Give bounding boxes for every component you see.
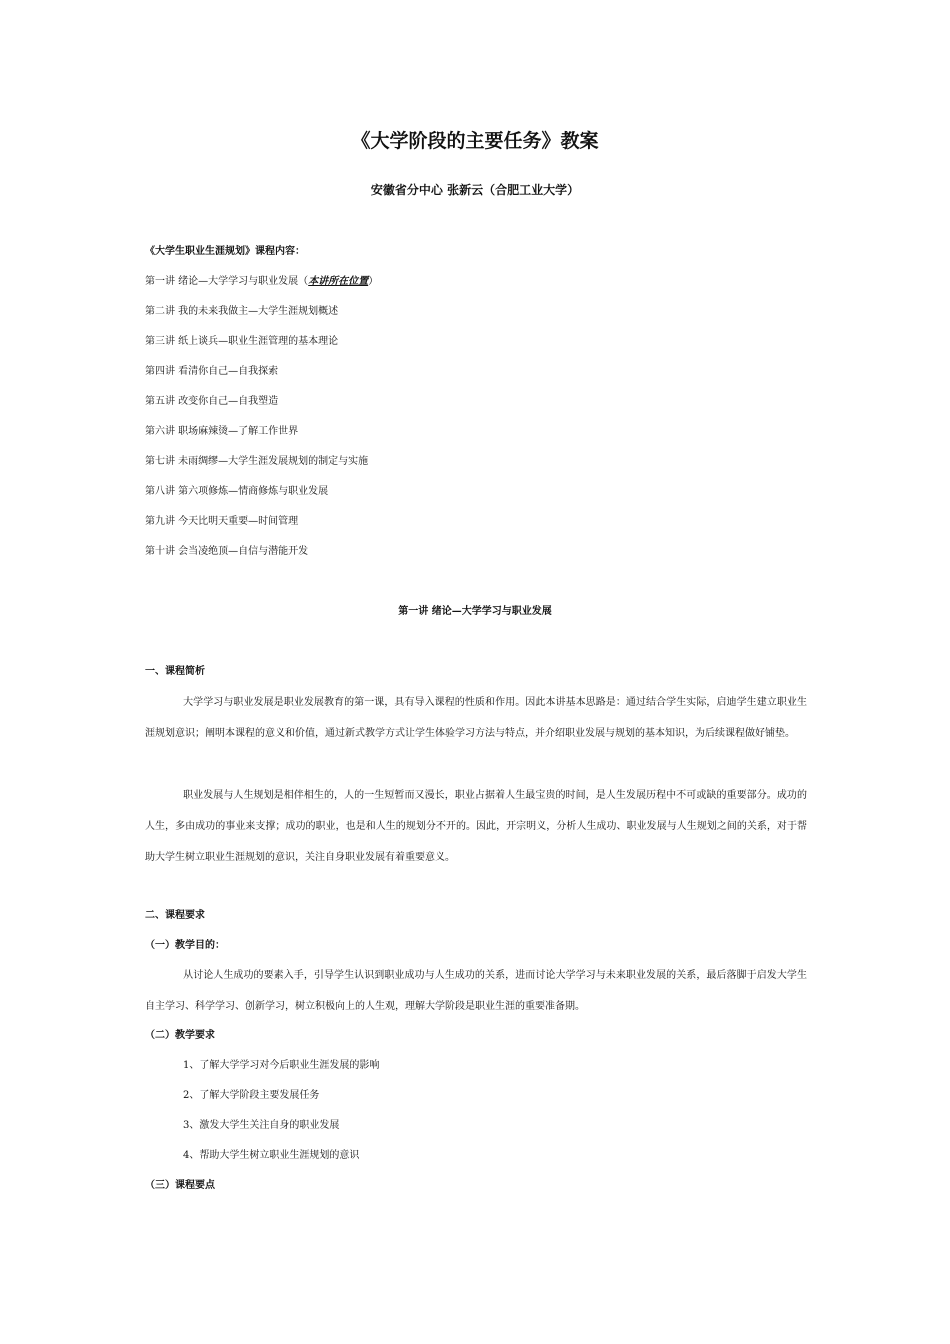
requirement-item: 1、了解大学学习对今后职业生涯发展的影响 xyxy=(183,1060,380,1071)
lecture-item: 第七讲 未雨绸缪—大学生涯发展规划的制定与实施 xyxy=(145,456,369,467)
lecture-item: 第八讲 第六项修炼—情商修炼与职业发展 xyxy=(145,486,329,497)
lecture-item: 第六讲 职场麻辣烫—了解工作世界 xyxy=(145,426,299,437)
lecture-item: 第五讲 改变你自己—自我塑造 xyxy=(145,396,279,407)
lecture-label: 第一讲 绪论—大学学习与职业发展（ xyxy=(145,276,309,287)
section1-paragraph-1 xyxy=(145,687,807,749)
lecture-item: 第二讲 我的未来我做主—大学生涯规划概述 xyxy=(145,306,339,317)
course-points-heading: （三）课程要点 xyxy=(145,1180,215,1191)
teaching-purpose-heading: （一）教学目的： xyxy=(145,940,225,951)
requirement-item: 3、激发大学生关注自身的职业发展 xyxy=(183,1120,340,1131)
current-lecture-marker: 本讲所在位置 xyxy=(308,276,369,287)
paragraph-text: 大学学习与职业发展是职业发展教育的第一课，具有导入课程的性质和作用。因此本讲基本思路是：通过结合学生实际，启迪学生建立职业生涯规划意识；阐明本课程的意义和价值，通过新式教学方式让学生体验学习方法与特点，并介绍职业发展与规划的基本知识，为后续课程做好铺垫。 xyxy=(145,697,807,739)
lecture-item: 第三讲 纸上谈兵—职业生涯管理的基本理论 xyxy=(145,336,339,347)
paragraph-text: 从讨论人生成功的要素入手，引导学生认识到职业成功与人生成功的关系，进而讨论大学学习与未来职业发展的关系，最后落脚于启发大学生自主学习、科学学习、创新学习，树立积极向上的人生观，理解大学阶段是职业生涯的重要准备期。 xyxy=(145,970,807,1012)
lecture1-title: 第一讲 绪论—大学学习与职业发展 xyxy=(398,606,552,617)
requirement-item: 4、帮助大学生树立职业生涯规划的意识 xyxy=(183,1150,360,1161)
document-author: 安徽省分中心 张新云（合肥工业大学） xyxy=(370,183,580,197)
teaching-requirements-heading: （二）教学要求 xyxy=(145,1030,215,1041)
section2-heading: 二、课程要求 xyxy=(145,910,205,921)
document-title: 《大学阶段的主要任务》教案 xyxy=(351,130,599,152)
course-content-heading: 《大学生职业生涯规划》课程内容： xyxy=(145,246,305,257)
lecture-item: 第十讲 会当凌绝顶—自信与潜能开发 xyxy=(145,546,309,557)
section1-heading: 一、课程简析 xyxy=(145,666,205,677)
requirement-item: 2、了解大学阶段主要发展任务 xyxy=(183,1090,320,1101)
section1-paragraph-2 xyxy=(145,780,807,873)
teaching-purpose-paragraph xyxy=(145,960,807,1022)
lecture-label-tail: ） xyxy=(368,276,379,287)
paragraph-text: 职业发展与人生规划是相伴相生的，人的一生短暂而又漫长，职业占据着人生最宝贵的时间，是人生发展历程中不可或缺的重要部分。成功的人生，多由成功的事业来支撑；成功的职业，也是和人生的规划分不开的。因此，开宗明义，分析人生成功、职业发展与人生规划之间的关系，对于帮助大学生树立职业生涯规划的意识，关注自身职业发展有着重要意义。 xyxy=(145,790,807,863)
lecture-item xyxy=(145,274,378,290)
lecture-item: 第四讲 看清你自己—自我探索 xyxy=(145,366,279,377)
lecture-item: 第九讲 今天比明天重要—时间管理 xyxy=(145,516,299,527)
